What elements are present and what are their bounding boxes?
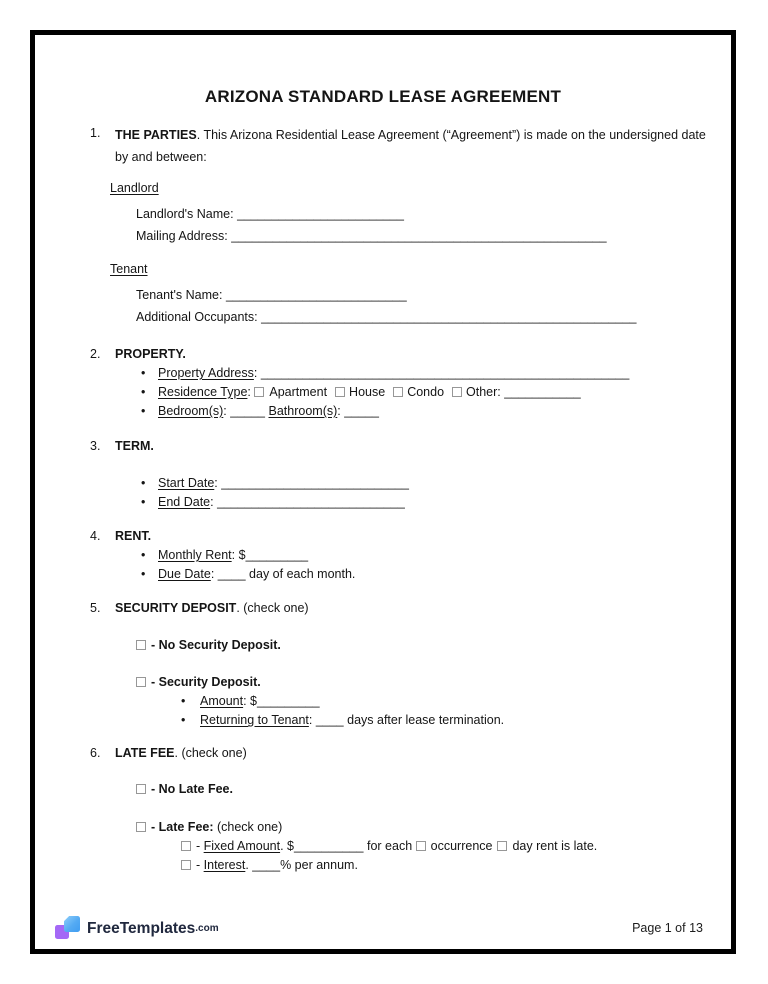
interest-checkbox[interactable] (181, 860, 191, 870)
residence-type-text (158, 383, 581, 402)
fixed-amount-mid: for each (363, 839, 416, 853)
no-late-fee-checkbox[interactable] (136, 784, 146, 794)
bullet-icon: • (141, 567, 146, 581)
section-the-parties (90, 124, 731, 168)
end-date-text (158, 493, 405, 512)
section-number-1: 1. (90, 126, 101, 140)
separator: : (247, 385, 255, 399)
bullet-icon: • (141, 385, 146, 399)
occurrence-checkbox[interactable] (416, 841, 426, 851)
monthly-rent-blank[interactable]: _________ (245, 548, 309, 562)
security-deposit-heading-suffix: . (check one) (236, 601, 309, 615)
section-number-6: 6. (90, 746, 101, 760)
mailing-address-field (136, 225, 731, 247)
security-deposit-checkbox[interactable] (136, 677, 146, 687)
interest-option (181, 856, 731, 875)
additional-occupants-blank[interactable]: ______________________________________________________ (261, 310, 637, 324)
separator: : $ (231, 548, 246, 562)
interest-label: Interest (203, 858, 246, 872)
deposit-amount-row (181, 692, 731, 711)
no-security-deposit-option (136, 636, 731, 655)
the-parties-paragraph (115, 124, 715, 168)
late-fee-option (136, 818, 731, 837)
condo-option-label: Condo (407, 385, 445, 399)
landlord-name-blank[interactable]: ________________________ (237, 207, 404, 221)
due-date-row (141, 565, 731, 584)
tenant-name-label: Tenant's Name: (136, 288, 226, 302)
freetemplates-logo (55, 915, 219, 941)
late-fee-heading-suffix: . (check one) (174, 746, 247, 760)
security-deposit-label: - Security Deposit. (151, 675, 261, 689)
deposit-amount-blank[interactable]: _________ (257, 694, 320, 708)
the-parties-heading: THE PARTIES (115, 128, 197, 142)
late-fee-heading: LATE FEE (115, 746, 175, 760)
returning-to-tenant-row (181, 711, 731, 730)
page-footer (55, 912, 703, 944)
bullet-icon: • (141, 366, 146, 380)
section-property (90, 345, 731, 364)
section-security-deposit (90, 599, 731, 618)
mailing-address-label: Mailing Address: (136, 229, 232, 243)
bullet-icon: • (181, 713, 186, 727)
separator: : (253, 366, 261, 380)
tenant-group (110, 260, 731, 279)
separator: : (223, 404, 231, 418)
tenant-name-blank[interactable]: __________________________ (225, 288, 407, 302)
start-date-label: Start Date (158, 476, 215, 490)
monthly-rent-row (141, 546, 731, 565)
bullet-icon: • (141, 548, 146, 562)
apartment-option-label: Apartment (269, 385, 328, 399)
term-heading: TERM. (115, 439, 154, 453)
no-security-deposit-label: - No Security Deposit. (151, 638, 281, 652)
bedrooms-label: Bedroom(s) (158, 404, 224, 418)
other-blank[interactable]: ___________ (504, 385, 581, 399)
bathrooms-label: Bathroom(s) (268, 404, 338, 418)
end-date-blank[interactable]: ___________________________ (217, 495, 405, 509)
section-term (90, 437, 731, 456)
fixed-amount-prefix: - (196, 839, 204, 853)
additional-occupants-label: Additional Occupants: (136, 310, 262, 324)
landlord-name-label: Landlord's Name: (136, 207, 238, 221)
house-checkbox[interactable] (335, 387, 345, 397)
fixed-amount-checkbox[interactable] (181, 841, 191, 851)
rent-heading: RENT. (115, 529, 152, 543)
bullet-icon: • (141, 404, 146, 418)
due-date-text (158, 565, 355, 584)
fixed-amount-label: Fixed Amount (203, 839, 281, 853)
brand-name: FreeTemplates (87, 919, 196, 937)
day-rent-late-label: day rent is late. (512, 839, 598, 853)
logo-blue-page-icon (64, 916, 80, 932)
residence-type-label: Residence Type (158, 385, 248, 399)
section-number-3: 3. (90, 439, 101, 453)
brand-tld: .com (195, 922, 219, 934)
other-option-label: Other: (466, 385, 505, 399)
separator: : (210, 567, 218, 581)
interest-blank[interactable]: ____ (252, 858, 281, 872)
start-date-row (141, 474, 731, 493)
security-deposit-heading: SECURITY DEPOSIT (115, 601, 237, 615)
no-late-fee-label: - No Late Fee. (151, 782, 233, 796)
fixed-amount-blank[interactable]: __________ (293, 839, 364, 853)
separator: . (245, 858, 253, 872)
monthly-rent-label: Monthly Rent (158, 548, 232, 562)
section-rent (90, 527, 731, 546)
section-number-4: 4. (90, 529, 101, 543)
occurrence-label: occurrence (430, 839, 493, 853)
property-address-text (158, 364, 629, 383)
no-security-deposit-checkbox[interactable] (136, 640, 146, 650)
no-late-fee-option (136, 780, 731, 799)
bullet-icon: • (141, 476, 146, 490)
bathrooms-blank[interactable]: _____ (344, 404, 379, 418)
end-date-label: End Date (158, 495, 211, 509)
section-late-fee (90, 744, 731, 763)
residence-type-row (141, 383, 731, 402)
section-number-2: 2. (90, 347, 101, 361)
condo-checkbox[interactable] (393, 387, 403, 397)
the-parties-intro: . This Arizona Residential Lease Agreement (“Agreement”) is made on the undersigned date by and between: (115, 128, 706, 164)
separator: : (214, 476, 222, 490)
separator: : (337, 404, 345, 418)
bullet-icon: • (141, 495, 146, 509)
returning-to-tenant-text (200, 711, 504, 730)
landlord-heading: Landlord (110, 181, 159, 195)
separator: : (308, 713, 316, 727)
bedrooms-blank[interactable]: _____ (230, 404, 266, 418)
property-heading: PROPERTY. (115, 347, 186, 361)
deposit-amount-label: Amount (200, 694, 244, 708)
separator: . $ (280, 839, 294, 853)
security-deposit-option (136, 673, 731, 692)
section-number-5: 5. (90, 601, 101, 615)
tenant-name-field (136, 284, 731, 306)
start-date-blank[interactable]: ___________________________ (221, 476, 409, 490)
property-address-row (141, 364, 731, 383)
interest-prefix: - (196, 858, 204, 872)
deposit-amount-text (200, 692, 320, 711)
day-rent-late-checkbox[interactable] (497, 841, 507, 851)
landlord-group (110, 179, 731, 198)
end-date-row (141, 493, 731, 512)
bedrooms-bathrooms-text (158, 402, 379, 421)
late-fee-checkbox[interactable] (136, 822, 146, 832)
returning-to-tenant-label: Returning to Tenant (200, 713, 309, 727)
house-option-label: House (349, 385, 386, 399)
bullet-icon: • (181, 694, 186, 708)
additional-occupants-field (136, 306, 731, 328)
due-date-blank[interactable]: ____ (217, 567, 246, 581)
monthly-rent-text (158, 546, 308, 565)
start-date-text (158, 474, 409, 493)
property-address-blank[interactable]: _____________________________________________________ (260, 366, 630, 380)
other-checkbox[interactable] (452, 387, 462, 397)
apartment-checkbox[interactable] (254, 387, 264, 397)
due-date-suffix: day of each month. (245, 567, 356, 581)
tenant-heading: Tenant (110, 262, 148, 276)
late-fee-label-suffix: (check one) (213, 820, 283, 834)
landlord-name-field (136, 203, 731, 225)
page-border (30, 30, 736, 954)
mailing-address-blank[interactable]: ______________________________________________________ (231, 229, 607, 243)
fixed-amount-option (181, 837, 731, 856)
bedrooms-bathrooms-row (141, 402, 731, 421)
interest-suffix: % per annum. (280, 858, 358, 872)
late-fee-label: - Late Fee: (151, 820, 214, 834)
freetemplates-logo-icon (55, 915, 81, 941)
property-address-label: Property Address (158, 366, 254, 380)
page-indicator: Page 1 of 13 (632, 920, 703, 935)
returning-to-tenant-suffix: days after lease termination. (343, 713, 505, 727)
separator: : $ (243, 694, 257, 708)
returning-to-tenant-blank[interactable]: ____ (315, 713, 344, 727)
document-title: ARIZONA STANDARD LEASE AGREEMENT (204, 87, 562, 106)
separator: : (210, 495, 218, 509)
due-date-label: Due Date (158, 567, 211, 581)
